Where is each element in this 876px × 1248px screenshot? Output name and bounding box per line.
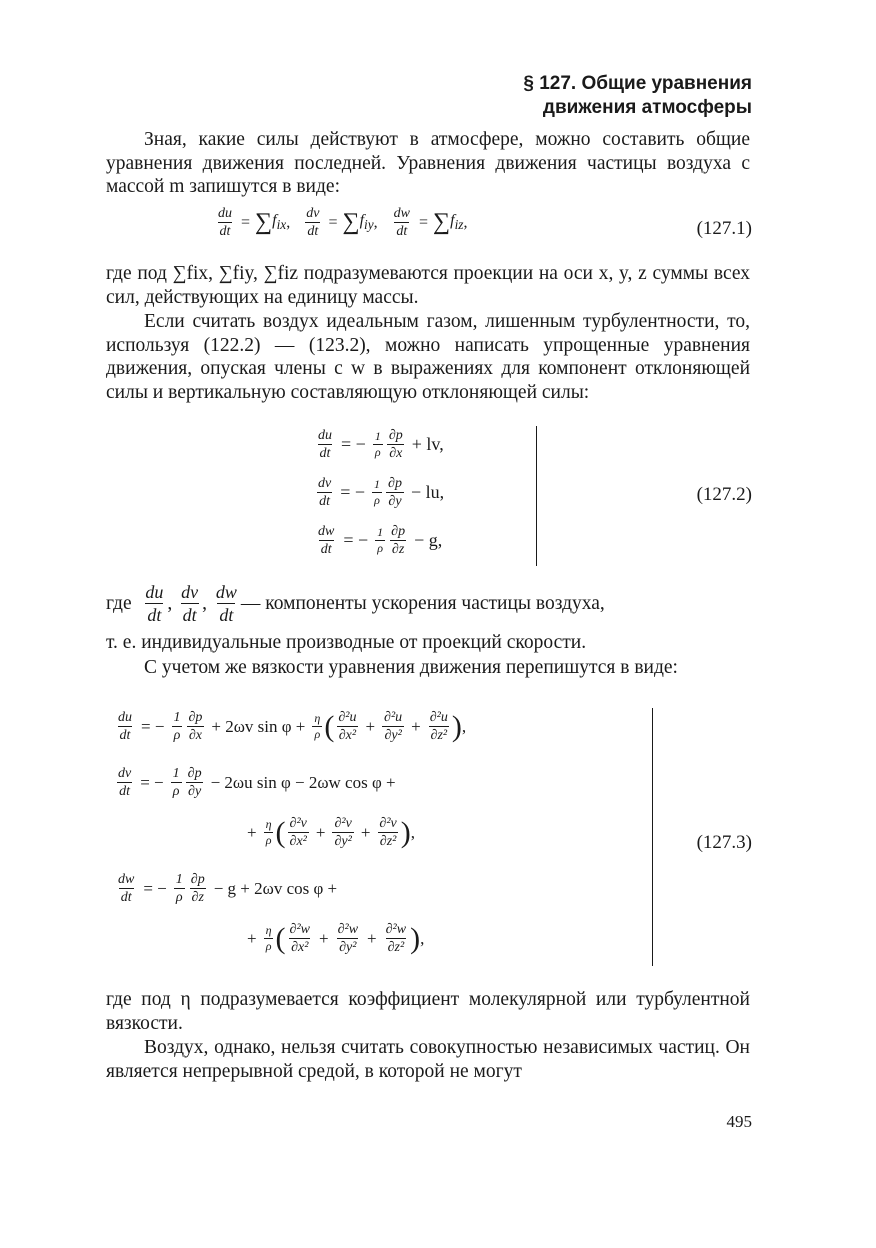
fraction-dv-dt-3: $\frac{dv}{dt}$	[118, 766, 132, 799]
fraction-1-rho: $\frac{1}{\rho}$	[173, 710, 181, 743]
equation-127-3-row-5: + $\frac{\eta}{\rho}$ ( $\frac{\text{∂²w}}{\text{∂x²}}$ + $\frac{\text{∂²w}}{\text{∂y²}}$ + $\frac{\text{∂²w}}{\text{∂z²}}$ ) ,	[247, 921, 425, 955]
paragraph-3	[106, 310, 750, 404]
fraction-dp-dx: $\frac{\partial p}{\partial x}$	[188, 710, 203, 743]
fraction-dw-dt-inline: $\frac{dw}{dt}$	[215, 582, 237, 625]
paragraph-4-line-2: т. е. индивидуальные производные от проекций скорости.	[106, 632, 587, 653]
fraction-lhs: $\frac{dw}{dt}$	[318, 524, 335, 557]
fraction-eta-rho-3: $\frac{\eta}{\rho}$	[265, 923, 272, 953]
fraction-d2u-dz2: $\frac{\text{∂²u}}{\text{∂z²}}$	[429, 710, 448, 743]
paragraph-2: где под ∑fix, ∑fiy, ∑fiz подразумеваются проекции на оси x, y, z суммы всех сил, действующих на единицу массы.	[106, 263, 750, 308]
fraction-d2w-dx2: $\frac{\text{∂²w}}{\text{∂x²}}$	[289, 922, 310, 955]
equation-tail: − lu,	[410, 482, 445, 502]
fraction-dw-dt: $\frac{dw}{dt}$	[393, 206, 410, 239]
equation-127-3-brace	[652, 708, 653, 966]
paragraph-4-line-1: где $\frac{du}{dt}$ , $\frac{dv}{dt}$ , $\frac{dw}{dt}$ — компоненты ускорения частицы воздуха,	[106, 582, 605, 625]
fraction-dp-dz: $\frac{\partial p}{\partial z}$	[190, 872, 205, 905]
paragraph-7-text: Воздух, однако, нельзя считать совокупностью независимых частиц. Он является непрерывной средой, в которой не могут	[106, 1037, 750, 1082]
fraction-du-dt-inline: $\frac{du}{dt}$	[145, 582, 164, 625]
fraction-1-rho: $\frac{1}{\rho}$	[374, 429, 381, 459]
fraction-dv-dt: $\frac{dv}{dt}$	[306, 206, 320, 239]
paragraph-3-text: Если считать воздух идеальным газом, лишенным турбулентности, то, используя (122.2) — (123.2), можно написать упрощенные уравнения движения, опуская члены с w в выражениях для компонент отклоняющей силы и вертикальную составляющую отклоняющей силы:	[106, 311, 750, 403]
fraction-dp: $\frac{\partial p}{\partial z}$	[391, 524, 406, 557]
page-number: 495	[726, 1112, 752, 1131]
equation-127-3-row-3: + $\frac{\eta}{\rho}$ ( $\frac{\text{∂²v}}{\text{∂x²}}$ + $\frac{\text{∂²v}}{\text{∂y²}}$ + $\frac{\text{∂²v}}{\text{∂z²}}$ ) ,	[247, 815, 416, 849]
fraction-1-rho: $\frac{1}{\rho}$	[377, 525, 384, 555]
equation-127-1: $\frac{du}{dt}$ = ∑ $f_{ix}$ , $\frac{dv}{dt}$ = ∑ $f_{iy}$ , $\frac{dw}{dt}$ = ∑ $f_{iz}$ ,	[218, 206, 468, 239]
fraction-1-rho: $\frac{1}{\rho}$	[374, 477, 381, 507]
fraction-dp: $\frac{\partial p}{\partial x}$	[388, 428, 403, 461]
fraction-1-rho-2: $\frac{1}{\rho}$	[172, 766, 180, 799]
fraction-d2u-dx2: $\frac{\text{∂²u}}{\text{∂x²}}$	[338, 710, 357, 743]
fraction-du-dt: $\frac{du}{dt}$	[218, 206, 232, 239]
paragraph-4-prefix: где	[106, 592, 132, 614]
fraction-dw-dt-3: $\frac{dw}{dt}$	[118, 872, 135, 905]
equation-127-2-row: $\frac{dw}{dt}$ = − $\frac{1}{\rho}$ $\frac{\partial p}{\partial z}$ − g,	[318, 524, 443, 557]
fraction-d2u-dy2: $\frac{\text{∂²u}}{\text{∂y²}}$	[384, 710, 403, 743]
fraction-1-rho-3: $\frac{1}{\rho}$	[175, 872, 183, 905]
paragraph-5-text: С учетом же вязкости уравнения движения перепишутся в виде:	[144, 657, 678, 678]
fraction-eta-rho-2: $\frac{\eta}{\rho}$	[265, 817, 272, 847]
fraction-d2w-dz2: $\frac{\text{∂²w}}{\text{∂z²}}$	[385, 922, 407, 955]
fraction-lhs: $\frac{du}{dt}$	[318, 428, 332, 461]
paragraph-5	[106, 656, 750, 680]
equation-127-3-row-4: $\frac{dw}{dt}$ = − $\frac{1}{\rho}$ $\frac{\partial p}{\partial z}$ − g + 2ωv cos φ +	[118, 872, 338, 905]
section-heading-line-2: движения атмосферы	[542, 97, 752, 118]
equation-number-127-1: (127.1)	[696, 218, 752, 239]
equation-127-3-row-2: $\frac{dv}{dt}$ = − $\frac{1}{\rho}$ $\frac{\partial p}{\partial y}$ − 2ωu sin φ − 2ωw cos φ +	[118, 766, 396, 799]
fraction-d2v-dz2: $\frac{\text{∂²v}}{\text{∂z²}}$	[379, 816, 397, 849]
equation-number-127-2: (127.2)	[696, 484, 752, 505]
section-heading-line-1: § 127. Общие уравнения	[523, 73, 752, 94]
equation-tail: + lv,	[411, 434, 444, 454]
equation-127-2-row: $\frac{du}{dt}$ = − $\frac{1}{\rho}$ $\frac{\partial p}{\partial x}$ + lv,	[318, 428, 444, 461]
paragraph-4-suffix: — компоненты ускорения частицы воздуха,	[240, 592, 605, 614]
equation-tail: − g,	[414, 530, 443, 550]
fraction-d2w-dy2: $\frac{\text{∂²w}}{\text{∂y²}}$	[337, 922, 359, 955]
fraction-dv-dt-inline: $\frac{dv}{dt}$	[181, 582, 199, 625]
paragraph-1-text: Зная, какие силы действуют в атмосфере, можно составить общие уравнения движения последней. Уравнения движения частицы воздуха с массой m запишутся в виде:	[106, 129, 750, 197]
equation-127-2-brace	[536, 426, 537, 566]
equation-127-2-row: $\frac{dv}{dt}$ = − $\frac{1}{\rho}$ $\frac{\partial p}{\partial y}$ − lu,	[318, 476, 445, 509]
equation-127-3-row-1: $\frac{du}{dt}$ = − $\frac{1}{\rho}$ $\frac{\partial p}{\partial x}$ + 2ωv sin φ + $\frac{\eta}{\rho}$ ( $\frac{\text{∂²u}}{\text{∂x²}}$ + $\frac{\text{∂²u}}{\text{∂y²}}$ + $\frac{\text{∂²u}}{\text{∂z²}}$ ) ,	[118, 709, 467, 743]
equation-number-127-3: (127.3)	[696, 832, 752, 853]
fraction-dp-dy: $\frac{\partial p}{\partial y}$	[187, 766, 202, 799]
fraction-dp: $\frac{\partial p}{\partial y}$	[388, 476, 402, 509]
fraction-du-dt-3: $\frac{du}{dt}$	[118, 710, 132, 743]
fraction-eta-rho: $\frac{\eta}{\rho}$	[314, 711, 321, 741]
paragraph-7	[106, 1036, 750, 1083]
section-heading	[523, 72, 752, 120]
paragraph-1	[106, 128, 750, 199]
fraction-d2v-dy2: $\frac{\text{∂²v}}{\text{∂y²}}$	[334, 816, 352, 849]
fraction-d2v-dx2: $\frac{\text{∂²v}}{\text{∂x²}}$	[289, 816, 307, 849]
fraction-lhs: $\frac{dv}{dt}$	[318, 476, 332, 509]
paragraph-6: где под η подразумевается коэффициент молекулярной или турбулентной вязкости.	[106, 989, 750, 1034]
